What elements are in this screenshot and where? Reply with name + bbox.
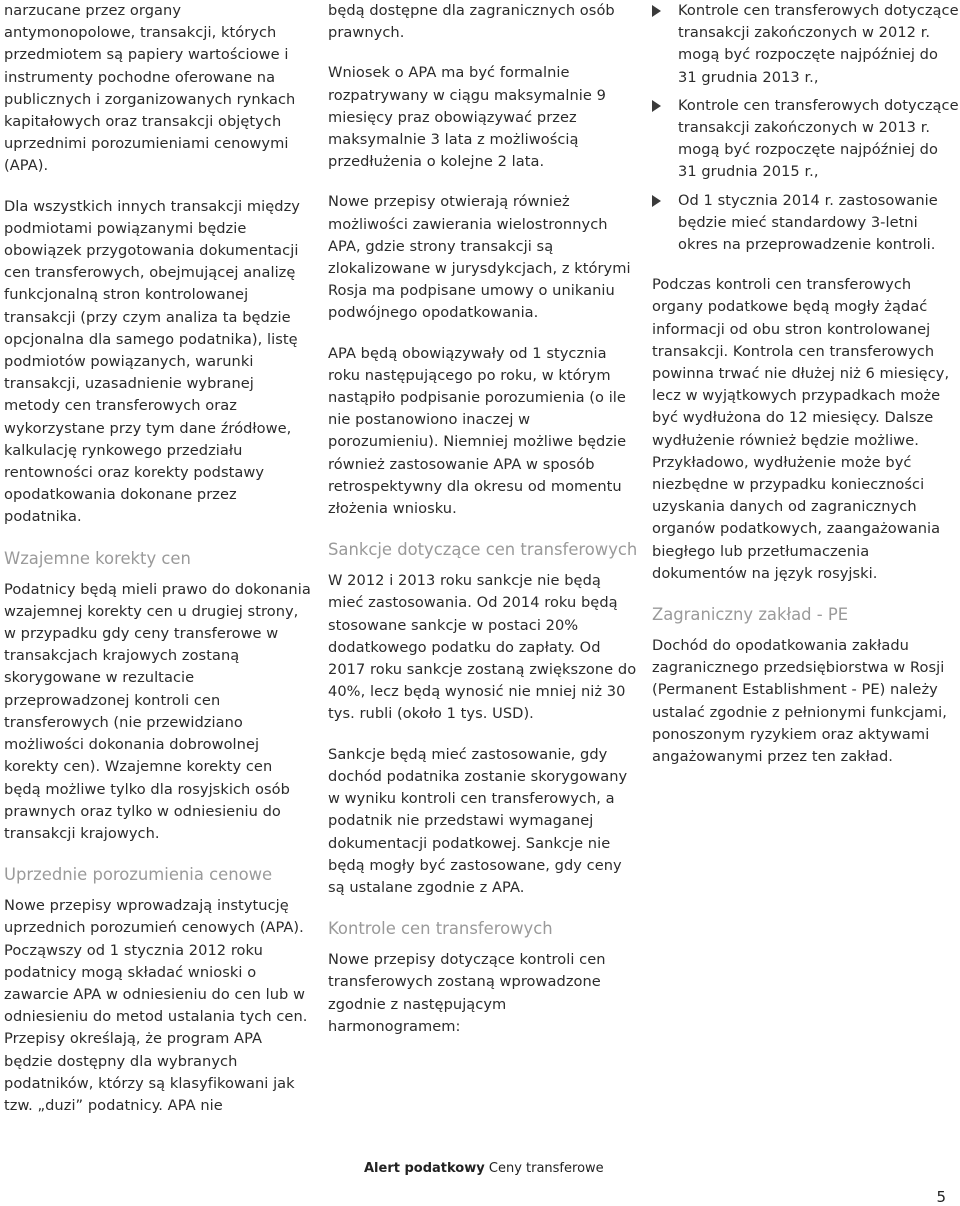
paragraph: W 2012 i 2013 roku sankcje nie będą mieć zastosowania. Od 2014 roku będą stosowane sankcje w postaci 20% dodatkowego podatku do zapłaty. Od 2017 roku sankcje zostaną zwiększone do 40%, lecz będą wynosić nie mniej niż 30 tys. rubli (około 1 tys. USD). — [328, 572, 637, 723]
section-heading: Kontrole cen transferowych — [328, 919, 553, 939]
section-heading: Uprzednie porozumienia cenowe — [4, 865, 273, 885]
triangle-bullet-icon — [652, 195, 661, 207]
list-item — [652, 190, 960, 257]
paragraph: Podczas kontroli cen transferowych organy podatkowe będą mogły żądać informacji od obu stron kontrolowanej transakcji. Kontrola cen transferowych powinna trwać nie dłużej niż 6 miesięcy, lecz w wyjątkowych przypadkach może być wydłużona do 12 miesięcy. Dalsze wydłużenie również będzie możliwe. Przykładowo, wydłużenie może być niezbędne w przypadku konieczności uzyskania danych od zagranicznych organów podatkowych, zaangażowania biegłego lub przetłumaczenia dokumentów na język rosyjski. — [652, 276, 950, 582]
footer-title: Ceny transferowe — [488, 1161, 604, 1176]
page-number: 5 — [936, 1188, 946, 1206]
section-heading: Sankcje dotyczące cen transferowych — [328, 540, 638, 560]
schedule-list — [652, 0, 960, 256]
paragraph: Sankcje będą mieć zastosowanie, gdy dochód podatnika zostanie skorygowany w wyniku kontroli cen transferowych, a podatnik nie przedstawi wymaganej dokumentacji podatkowej. Sankcje nie będą mogły być zastosowane, gdy ceny są ustalane zgodnie z APA. — [328, 745, 628, 896]
footer-brand: Alert podatkowy — [364, 1161, 485, 1176]
paragraph: Dochód do opodatkowania zakładu zagranicznego przedsiębiorstwa w Rosji (Permanent Establishment - PE) należy ustalać zgodnie z pełnionymi funkcjami, ponoszonym ryzykiem oraz aktywami angażowanymi przez ten zakład. — [652, 637, 947, 766]
left-column — [4, 0, 312, 1117]
list-item-text: Od 1 stycznia 2014 r. zastosowanie będzie mieć standardowy 3-letni okres na przeprowadzenie kontroli. — [678, 191, 938, 254]
paragraph: będą dostępne dla zagranicznych osób prawnych. — [328, 2, 615, 42]
list-item — [652, 0, 960, 89]
triangle-bullet-icon — [652, 5, 661, 17]
paragraph: Podatnicy będą mieli prawo do dokonania wzajemnej korekty cen u drugiej strony, w przypadku gdy ceny transferowe w transakcjach krajowych zostaną skorygowane w rezultacie przeprowadzonej kontroli cen transferowych (nie przewidziano możliwości dokonania dobrowolnej korekty cen). Wzajemne korekty cen będą możliwe tylko dla rosyjskich osób prawnych oraz tylko w odniesieniu do transakcji krajowych. — [4, 580, 311, 842]
paragraph: Nowe przepisy otwierają również możliwości zawierania wielostronnych APA, gdzie strony transakcji są zlokalizowane w jurysdykcjach, z którymi Rosja ma podpisane umowy o unikaniu podwójnego opodatkowania. — [328, 193, 631, 322]
triangle-bullet-icon — [652, 100, 661, 112]
paragraph: narzucane przez organy antymonopolowe, transakcji, których przedmiotem są papiery wartościowe i instrumenty pochodne oferowane na publicznych i zorganizowanych rynkach kapitałowych oraz transakcji objętych uprzednimi porozumieniami cenowymi (APA). — [4, 2, 296, 175]
paragraph: Nowe przepisy dotyczące kontroli cen transferowych zostaną wprowadzone zgodnie z następującym harmonogramem: — [328, 951, 606, 1035]
section-heading: Zagraniczny zakład - PE — [652, 605, 849, 625]
paragraph: Dla wszystkich innych transakcji między podmiotami powiązanymi będzie obowiązek przygotowania dokumentacji cen transferowych, obejmującej analizę funkcjonalną stron kontrolowanej transakcji (przy czym analiza ta będzie opcjonalna dla samego podatnika), listę podmiotów powiązanych, warunki transakcji, uzasadnienie wybranej metody cen transferowych oraz wykorzystane przy tym dane źródłowe, kalkulację rynkowego przedziału rentowności oraz korekty podstawy opodatkowania dokonane przez podatnika. — [4, 197, 300, 526]
paragraph: Nowe przepisy wprowadzają instytucję uprzednich porozumień cenowych (APA). Począwszy od 1 stycznia 2012 roku podatnicy mogą składać wnioski o zawarcie APA w odniesieniu do cen lub w odniesieniu do metod ustalania tych cen. Przepisy określają, że program APA będzie dostępny dla wybranych podatników, którzy są klasyfikowani jak tzw. „duzi” podatnicy. APA nie — [4, 897, 308, 1114]
right-column — [652, 0, 960, 768]
paragraph: APA będą obowiązywały od 1 stycznia roku następującego po roku, w którym nastąpiło podpisanie porozumienia (o ile nie postanowiono inaczej w porozumieniu). Niemniej możliwe będzie również zastosowanie APA w sposób retrospektywny dla okresu od momentu złożenia wniosku. — [328, 344, 627, 518]
list-item — [652, 95, 960, 184]
page-footer — [364, 1160, 604, 1178]
list-item-text: Kontrole cen transferowych dotyczące transakcji zakończonych w 2012 r. mogą być rozpoczęte najpóźniej do 31 grudnia 2013 r., — [678, 2, 959, 86]
section-heading: Wzajemne korekty cen — [4, 548, 191, 568]
list-item-text: Kontrole cen transferowych dotyczące transakcji zakończonych w 2013 r. mogą być rozpoczęte najpóźniej do 31 grudnia 2015 r., — [678, 96, 959, 181]
paragraph: Wniosek o APA ma być formalnie rozpatrywany w ciągu maksymalnie 9 miesięcy praz obowiązywać przez maksymalnie 3 lata z możliwością przedłużenia o kolejne 2 lata. — [328, 64, 606, 171]
middle-column — [328, 0, 640, 1038]
